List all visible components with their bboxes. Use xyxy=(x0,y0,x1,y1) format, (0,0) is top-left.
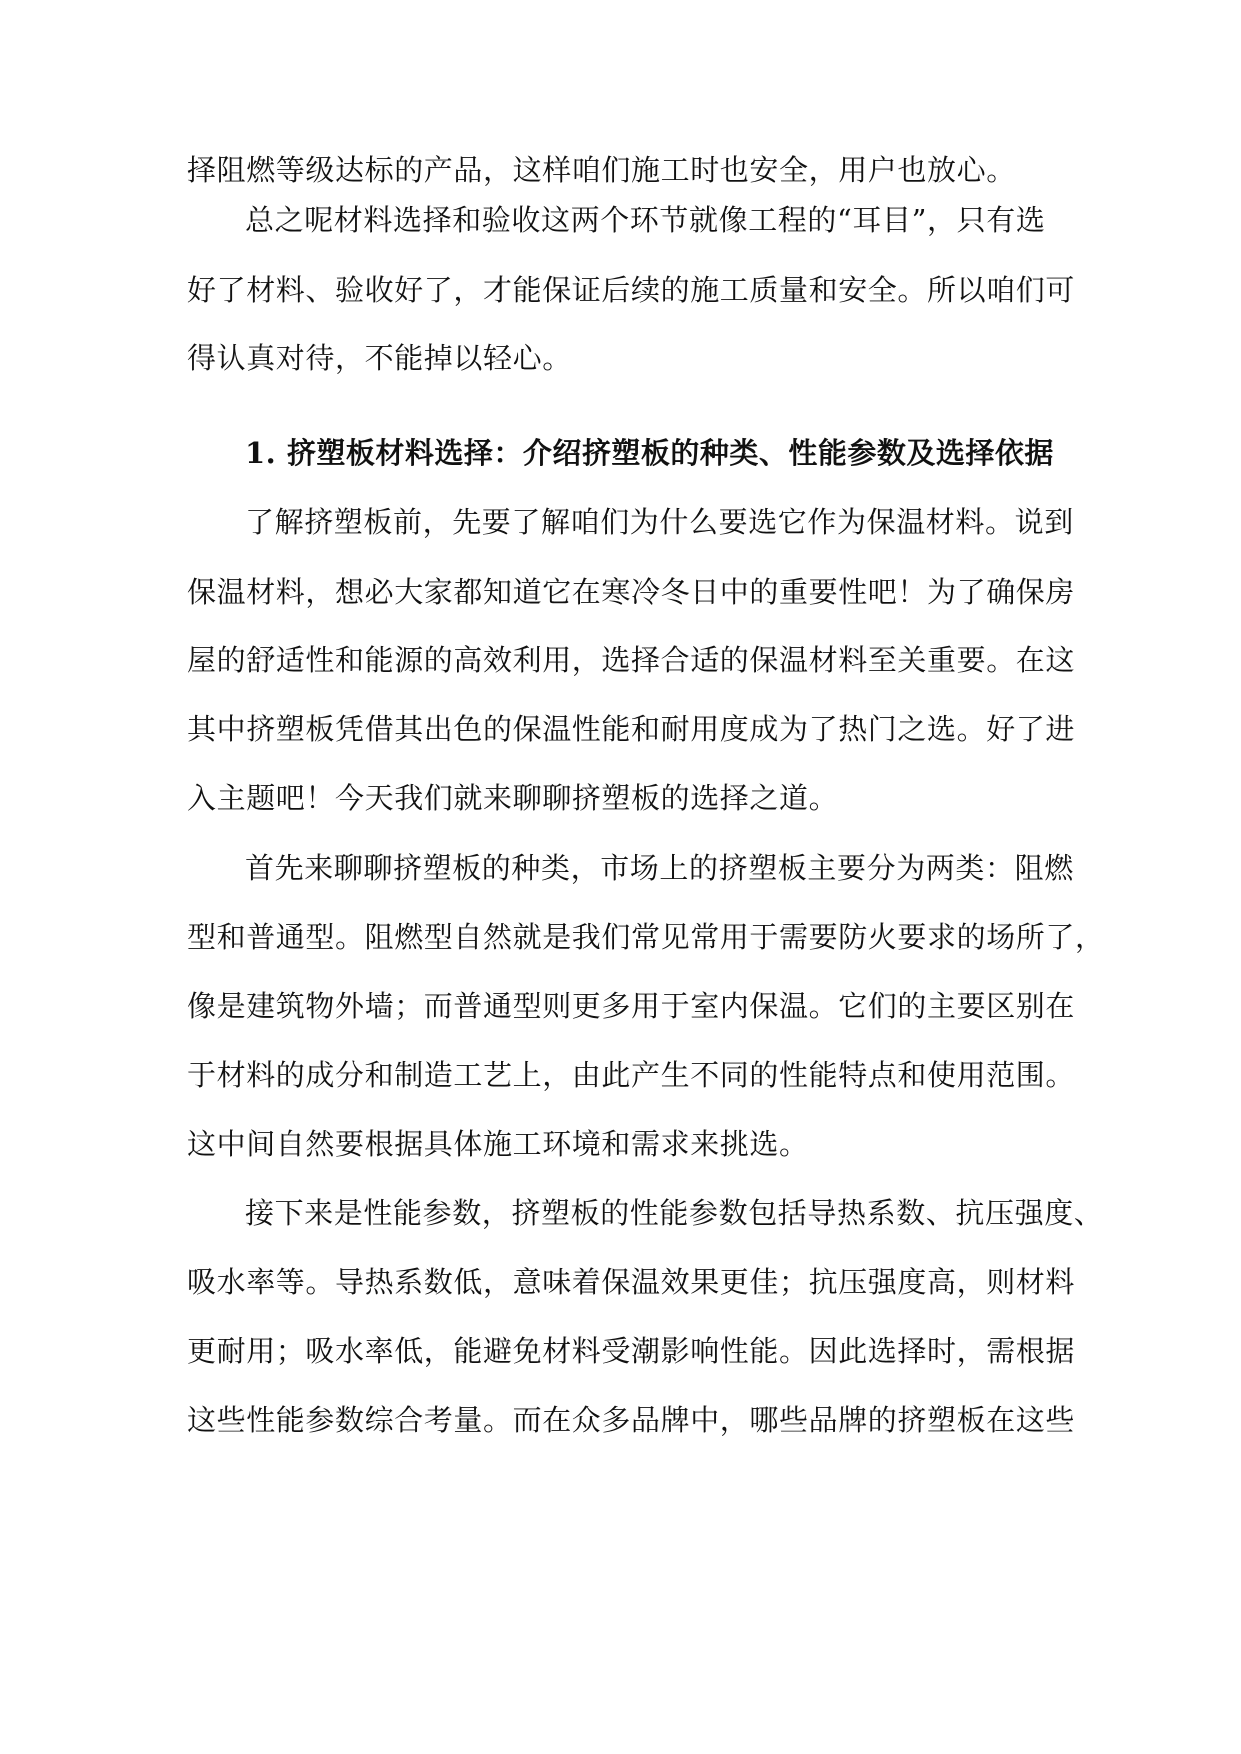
paragraph-line: 总之呢材料选择和验收这两个环节就像工程的“耳目”，只有选 xyxy=(245,203,1046,237)
paragraph-line: 屋的舒适性和能源的高效利用，选择合适的保温材料至关重要。在这 xyxy=(187,643,1076,677)
paragraph-line: 更耐用；吸水率低，能避免材料受潮影响性能。因此选择时，需根据 xyxy=(187,1334,1076,1368)
paragraph-line: 首先来聊聊挤塑板的种类，市场上的挤塑板主要分为两类：阻燃 xyxy=(245,851,1074,885)
section-heading: 1. 挤塑板材料选择：介绍挤塑板的种类、性能参数及选择依据 xyxy=(245,436,1054,470)
paragraph-line: 了解挤塑板前，先要了解咱们为什么要选它作为保温材料。说到 xyxy=(245,505,1074,539)
paragraph-line: 于材料的成分和制造工艺上，由此产生不同的性能特点和使用范围。 xyxy=(187,1058,1076,1092)
paragraph-line: 像是建筑物外墙；而普通型则更多用于室内保温。它们的主要区别在 xyxy=(187,989,1076,1023)
paragraph-line: 择阻燃等级达标的产品，这样咱们施工时也安全，用户也放心。 xyxy=(187,153,1016,187)
paragraph-line: 保温材料，想必大家都知道它在寒冷冬日中的重要性吧！为了确保房 xyxy=(187,575,1076,609)
paragraph-line: 型和普通型。阻燃型自然就是我们常见常用于需要防火要求的场所了， xyxy=(187,920,1105,954)
paragraph-line: 这中间自然要根据具体施工环境和需求来挑选。 xyxy=(187,1127,809,1161)
paragraph-line: 入主题吧！今天我们就来聊聊挤塑板的选择之道。 xyxy=(187,781,839,815)
paragraph-line: 好了材料、验收好了，才能保证后续的施工质量和安全。所以咱们可 xyxy=(187,273,1076,307)
paragraph-line: 其中挤塑板凭借其出色的保温性能和耐用度成为了热门之选。好了进 xyxy=(187,712,1076,746)
paragraph-line: 得认真对待，不能掉以轻心。 xyxy=(187,341,572,375)
paragraph-line: 吸水率等。导热系数低，意味着保温效果更佳；抗压强度高，则材料 xyxy=(187,1265,1076,1299)
paragraph-line: 接下来是性能参数，挤塑板的性能参数包括导热系数、抗压强度、 xyxy=(245,1196,1104,1230)
paragraph-line: 这些性能参数综合考量。而在众多品牌中，哪些品牌的挤塑板在这些 xyxy=(187,1403,1076,1437)
